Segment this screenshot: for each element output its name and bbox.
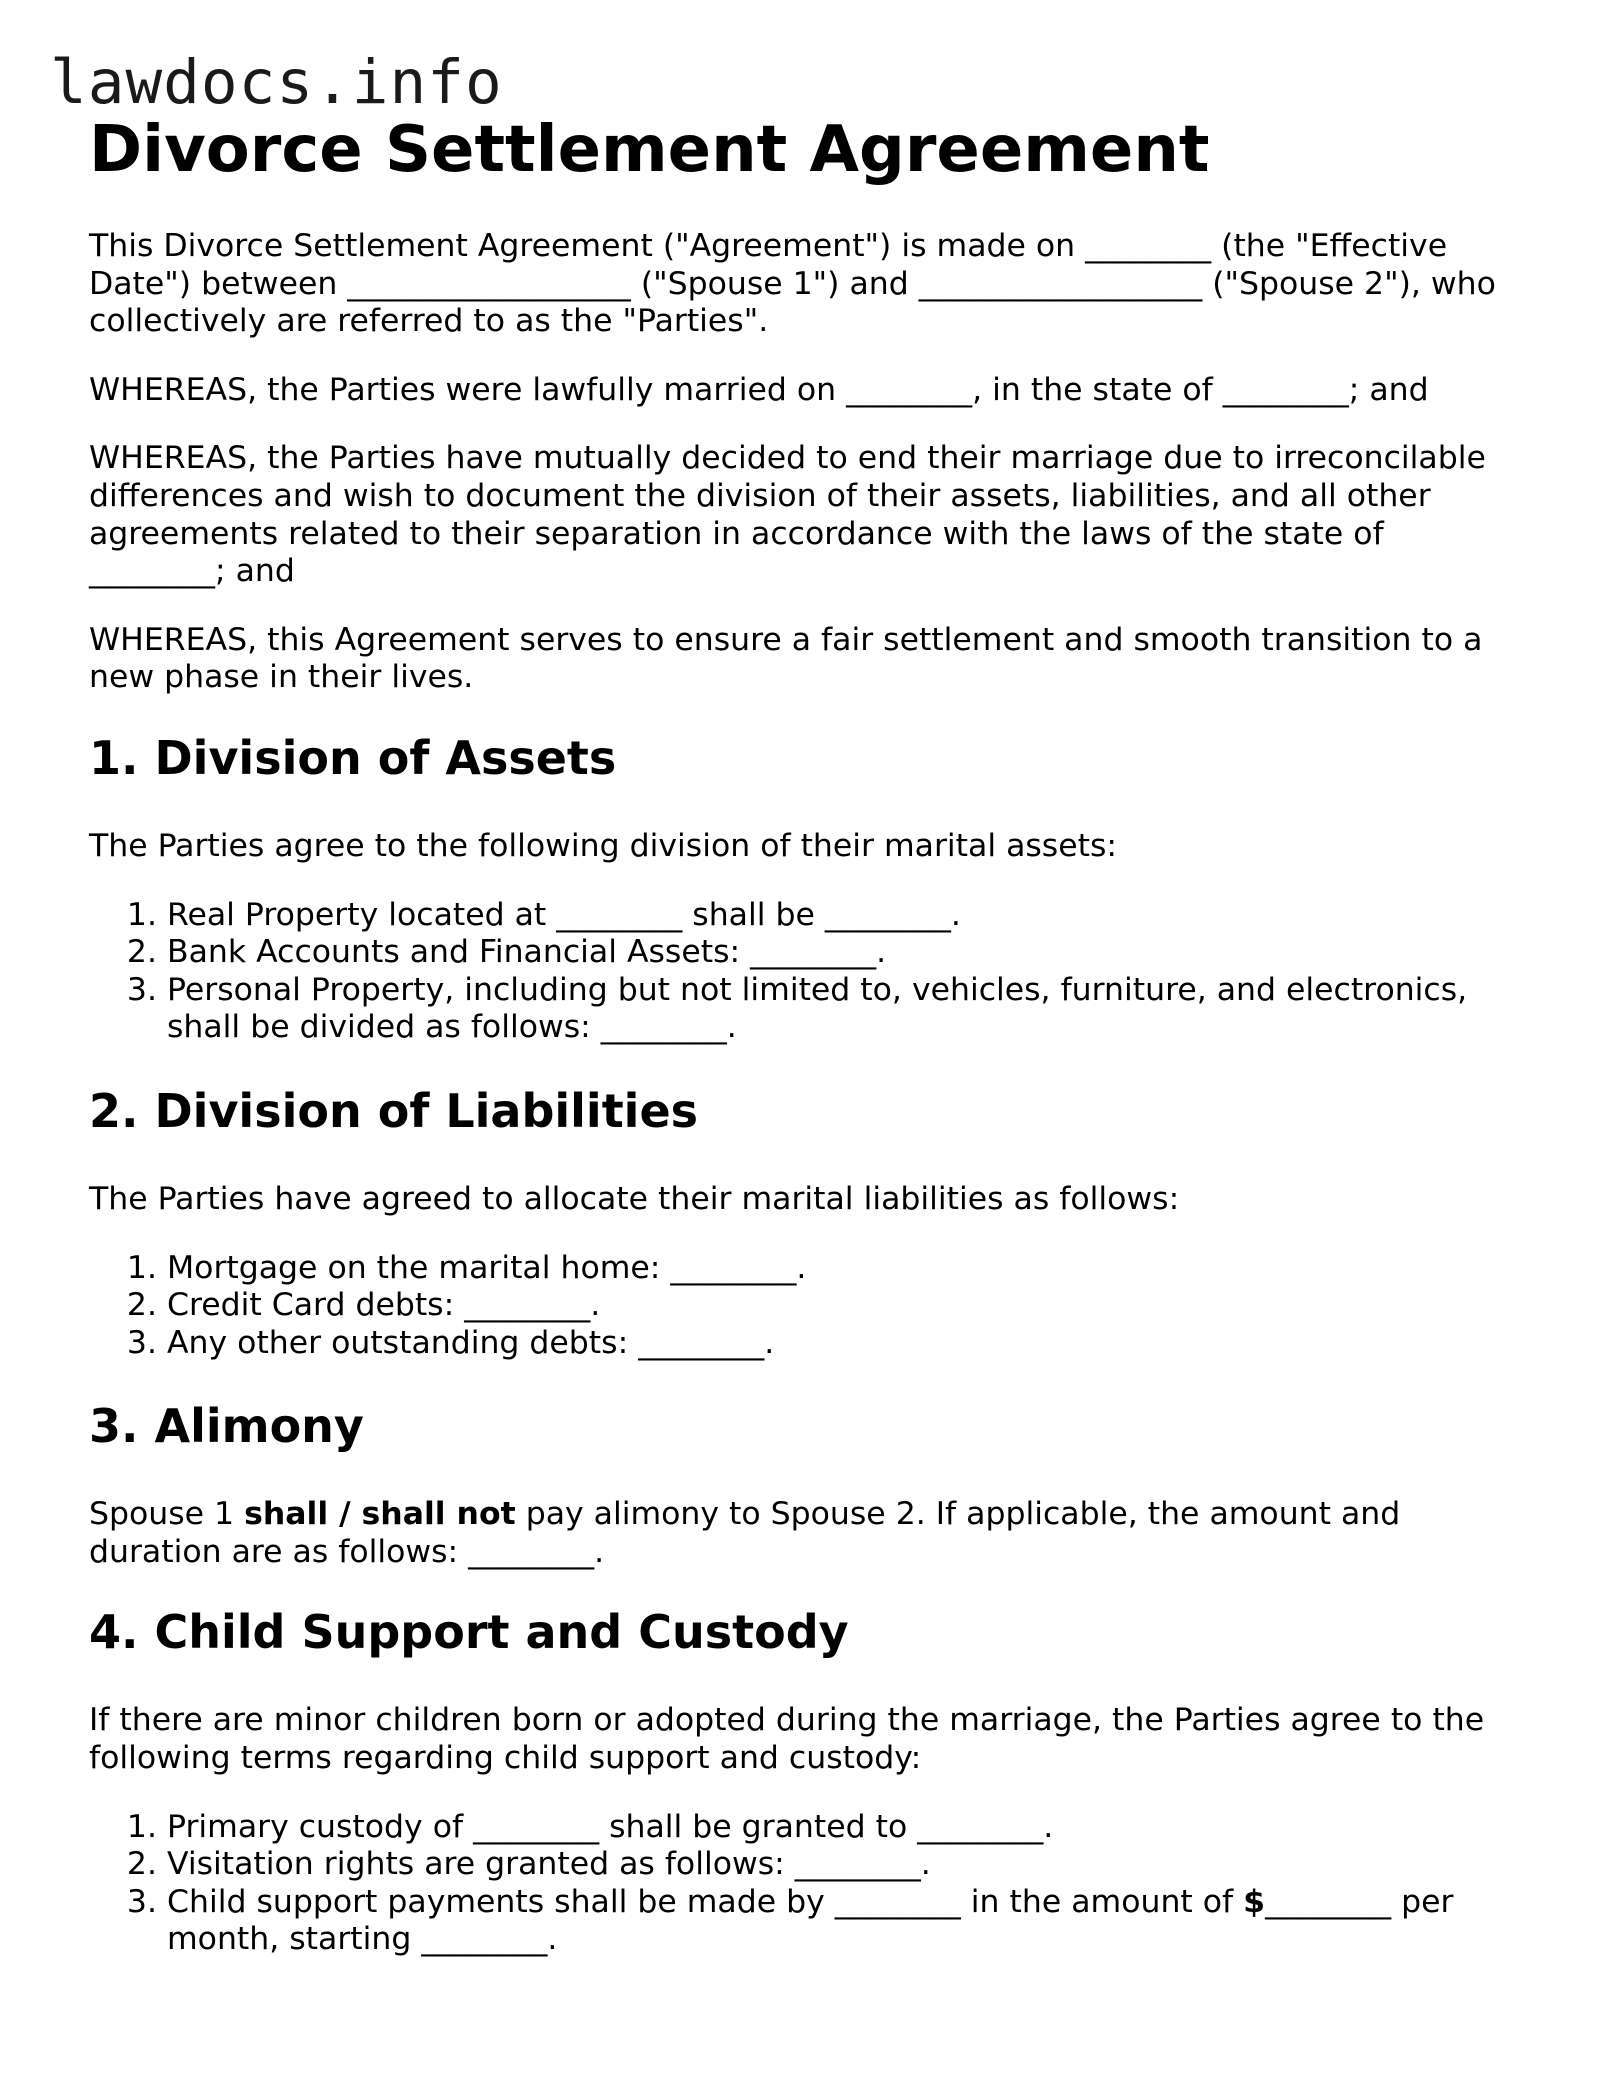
whereas-settlement-paragraph: WHEREAS, this Agreement serves to ensure a fair settlement and smooth transition to a new phase in their lives. xyxy=(89,621,1483,696)
list-item: 2. Bank Accounts and Financial Assets: ________. xyxy=(167,934,1509,972)
assets-list xyxy=(89,897,1509,1047)
child-support-item-end: ________ per month, starting ________. xyxy=(167,1883,1454,1958)
alimony-text-end: pay alimony to Spouse 2. If applicable, the amount and duration are as follows: ________. xyxy=(89,1496,1401,1570)
child-support-item-start: Child support payments shall be made by ________ in the amount of xyxy=(167,1883,1244,1920)
list-item: 2. Visitation rights are granted as follows: ________. xyxy=(167,1846,1509,1884)
assets-intro-text: The Parties agree to the following division of their marital assets: xyxy=(89,827,1117,864)
alimony-text-start: Spouse 1 xyxy=(89,1496,245,1533)
list-item: 3. Personal Property, including but not limited to, vehicles, furniture, and electronics, shall be divided as follows: ________. xyxy=(167,972,1509,1047)
section-heading-alimony: 3. Alimony xyxy=(89,1399,364,1454)
child-support-list xyxy=(89,1809,1509,1959)
section-heading-liabilities: 2. Division of Liabilities xyxy=(89,1083,699,1138)
liabilities-intro-text: The Parties have agreed to allocate their marital liabilities as follows: xyxy=(89,1180,1180,1217)
alimony-choice: shall / shall not xyxy=(244,1496,516,1533)
list-item: 1. Primary custody of ________ shall be granted to ________. xyxy=(167,1809,1509,1847)
section-heading-assets: 1. Division of Assets xyxy=(89,730,617,785)
list-item xyxy=(167,1884,1509,1959)
document-title: Divorce Settlement Agreement xyxy=(89,113,1210,187)
site-watermark: lawdocs.info xyxy=(50,47,503,118)
alimony-text xyxy=(89,1496,1509,1571)
whereas-married-paragraph: WHEREAS, the Parties were lawfully married on ________, in the state of ________; and xyxy=(89,371,1429,408)
liabilities-list xyxy=(89,1250,1509,1363)
list-item: 1. Real Property located at ________ shall be ________. xyxy=(167,897,1509,935)
section-heading-child-support: 4. Child Support and Custody xyxy=(89,1605,849,1660)
document-body xyxy=(89,110,1509,1993)
dollar-sign: $ xyxy=(1243,1883,1266,1920)
child-support-intro-text: If there are minor children born or adopted during the marriage, the Parties agree to the following terms regarding child support and custody: xyxy=(89,1702,1485,1777)
list-item: 3. Any other outstanding debts: ________. xyxy=(167,1325,1509,1363)
intro-paragraph: This Divorce Settlement Agreement ("Agreement") is made on ________ (the "Effective Date") between __________________ ("Spouse 1") and __________________ ("Spouse 2"), who collectively are referred to as the "Parties". xyxy=(89,228,1496,340)
whereas-differences-paragraph: WHEREAS, the Parties have mutually decided to end their marriage due to irreconcilable differences and wish to document the division of their assets, liabilities, and all other agreements related to their separation in accordance with the laws of the state of ________; and xyxy=(89,440,1486,590)
list-item: 2. Credit Card debts: ________. xyxy=(167,1287,1509,1325)
list-item: 1. Mortgage on the marital home: ________. xyxy=(167,1250,1509,1288)
